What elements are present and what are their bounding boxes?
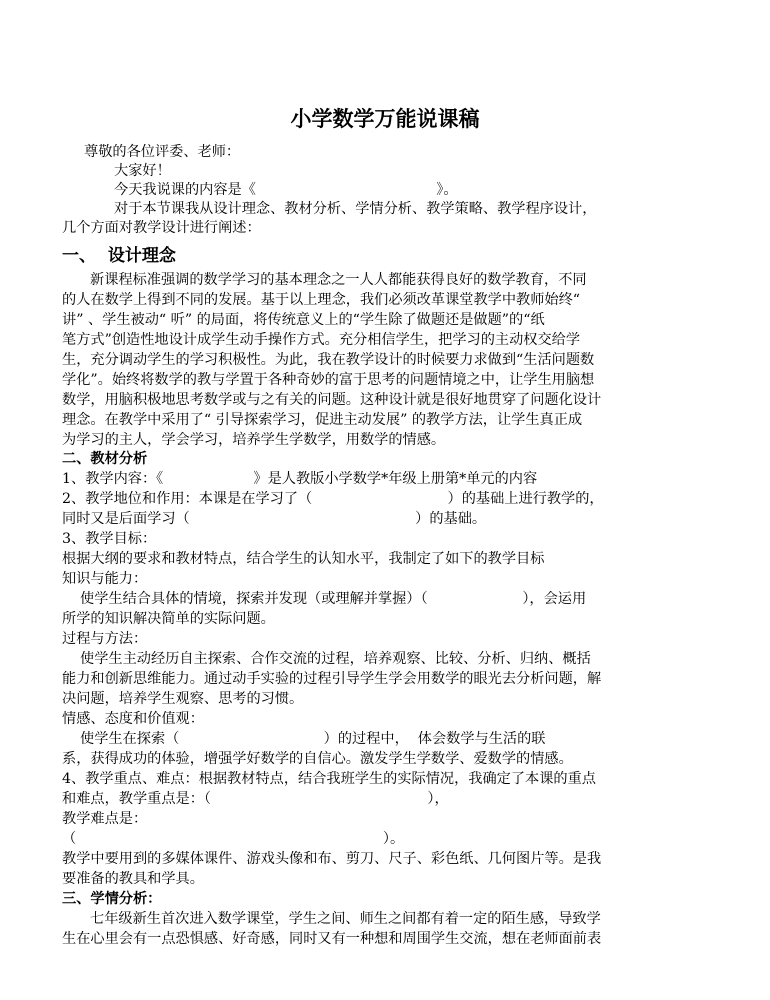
sec2-line: 同时又是后面学习（ ）的基础。 — [62, 511, 487, 527]
greeting: 尊敬的各位评委、老师： — [84, 144, 241, 160]
sec2-line: 3、教学目标： — [62, 531, 157, 547]
document-title: 小学数学万能说课稿 — [290, 107, 480, 131]
intro-line-1: 对于本节课我从设计理念、教材分析、学情分析、教学策略、教学程序设计， — [114, 201, 597, 217]
sec2-line: 使学生在探索（ ）的过程中， 体会数学与生活的联 — [62, 731, 546, 747]
topic-line: 今天我说课的内容是《 》。 — [114, 182, 458, 198]
sec3-line: 生在心里会有一点恐惧感、好奇感，同时又有一种想和周围学生交流，想在老师面前表 — [62, 931, 602, 947]
sec1-line: 理念。在教学中采用了“ 引导探索学习，促进主动发展” 的教学方法，让学生真正成 — [62, 412, 583, 428]
sec2-line: 根据大纲的要求和教材特点，结合学生的认知水平，我制定了如下的教学目标 — [62, 551, 545, 567]
sec2-line: 过程与方法： — [62, 631, 148, 647]
sec1-line: 学化”。始终将数学的教与学置于各种奇妙的富于思考的问题情境之中，让学生用脑想 — [62, 372, 595, 388]
sec2-line: 1、教学内容：《 》是人教版小学数学*年级上册第*单元的内容 — [62, 471, 538, 487]
sec1-line: 生，充分调动学生的学习积极性。为此，我在教学设计的时候要力求做到“生活问题数 — [62, 352, 595, 368]
sec3-line: 七年级新生首次进入数学课堂，学生之间、师生之间都有着一定的陌生感，导致学 — [90, 911, 601, 927]
sec1-line: 笔方式”创造性地设计成学生动手操作方式。充分相信学生，把学习的主动权交给学 — [62, 332, 581, 348]
sec1-line: 新课程标准强调的数学学习的基本理念之一人人都能获得良好的数学教育，不同 — [90, 272, 587, 288]
sec1-line: 讲” 、学生被动“ 听” 的局面，将传统意义上的“学生除了做题还是做题”的“纸 — [62, 312, 545, 328]
section-3-heading: 三、学情分析： — [62, 891, 162, 907]
sec2-line: 要准备的教具和学具。 — [62, 871, 204, 887]
sec1-line: 的人在数学上得到不同的发展。基于以上理念，我们必须改革课堂教学中教师始终“ — [62, 292, 581, 308]
sec2-line: 教学中要用到的多媒体课件、游戏头像和布、剪刀、尺子、彩色纸、几何图片等。是我 — [62, 851, 602, 867]
intro-line-2: 几个方面对教学设计进行阐述： — [62, 220, 261, 236]
sec2-line: 知识与能力： — [62, 571, 148, 587]
sec2-line: 使学生结合具体的情境，探索并发现（或理解并掌握）（ ），会运用 — [62, 591, 587, 607]
sec2-line: 能力和创新思维能力。通过动手实验的过程引导学生学会用数学的眼光去分析问题，解 — [62, 671, 602, 687]
sec2-line: 决问题，培养学生观察、思考的习惯。 — [62, 691, 304, 707]
sec1-line: 为学习的主人，学会学习，培养学生学数学，用数学的情感。 — [62, 432, 446, 448]
sec2-line: 使学生主动经历自主探索、合作交流的过程，培养观察、比较、分析、归纳、概括 — [62, 651, 591, 667]
sec2-line: （ ）。 — [62, 831, 405, 847]
section-1-heading: 一、 设计理念 — [62, 246, 176, 266]
section-2-heading: 二、教材分析 — [62, 451, 148, 467]
sec2-line: 所学的知识解决简单的实际问题。 — [62, 611, 275, 627]
sec2-line: 2、教学地位和作用：本课是在学习了（ ）的基础上进行教学的， — [62, 491, 604, 507]
hello-line: 大家好！ — [114, 163, 171, 179]
sec2-line: 和难点，教学重点是：（ ）， — [62, 791, 449, 807]
sec2-line: 系，获得成功的体验，增强学好数学的自信心。激发学生学数学、爱数学的情感。 — [62, 751, 573, 767]
sec2-line: 教学难点是： — [62, 811, 148, 827]
sec2-line: 情感、态度和价值观： — [62, 711, 204, 727]
sec2-line: 4、教学重点、难点：根据教材特点，结合我班学生的实际情况，我确定了本课的重点 — [62, 771, 596, 787]
sec1-line: 数学，用脑积极地思考数学或与之有关的问题。这种设计就是很好地贯穿了问题化设计 — [62, 392, 602, 408]
